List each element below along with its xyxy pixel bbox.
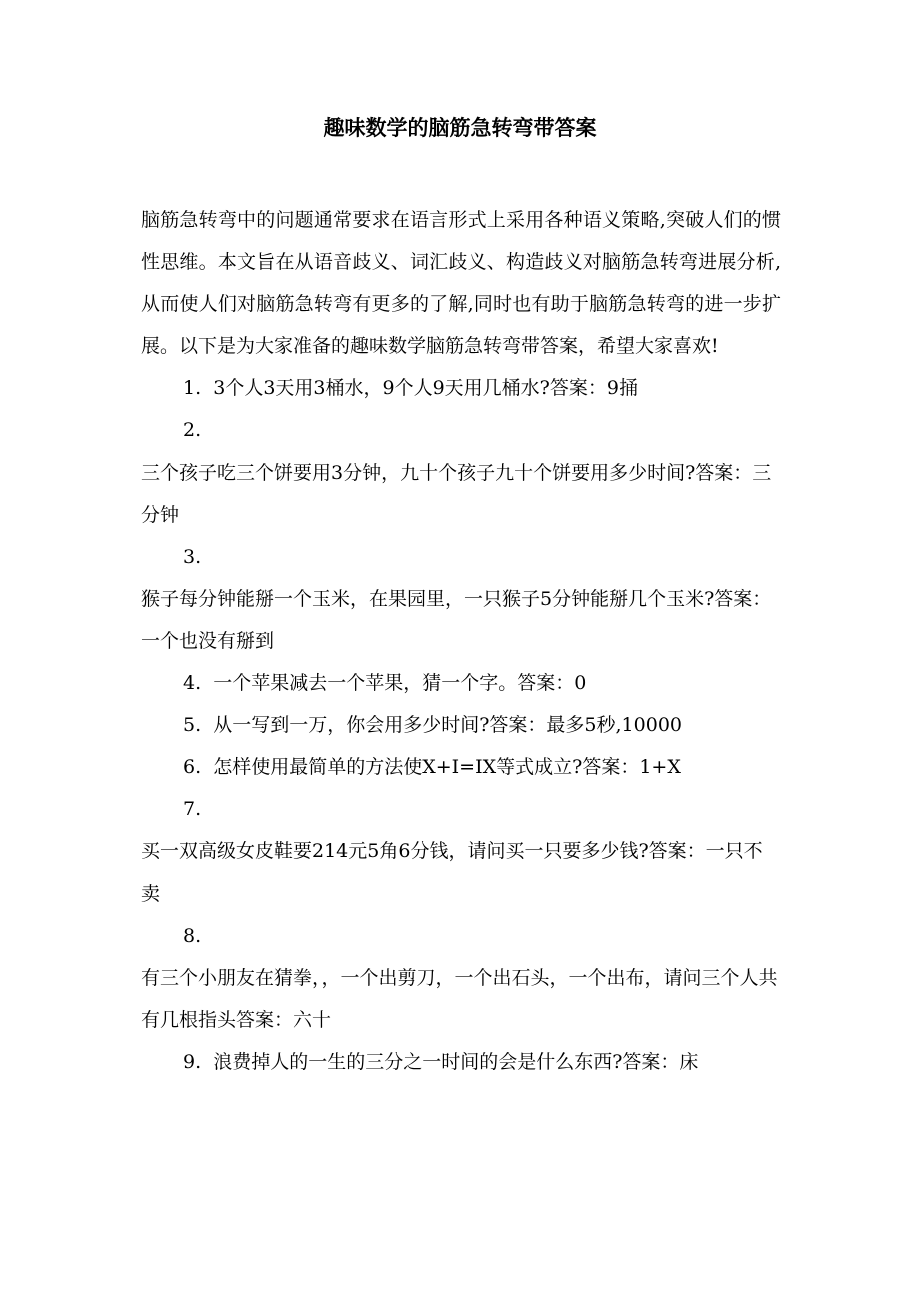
intro-paragraph: 脑筋急转弯中的问题通常要求在语言形式上采用各种语义策略,突破人们的惯性思维。本文旨在从语音歧义、词汇歧义、构造歧义对脑筋急转弯进展分析,从而使人们对脑筋急转弯有更多的了解,同时也有助于脑筋急转弯的进一步扩展。以下是为大家准备的趣味数学脑筋急转弯带答案，希望大家喜欢!: [141, 209, 781, 358]
item-number: 8.: [183, 924, 202, 947]
list-item: [141, 367, 781, 409]
list-item: [141, 915, 781, 1041]
item-number: 9.: [183, 1050, 202, 1073]
item-text: 一个苹果减去一个苹果，猜一个字。答案：0: [213, 672, 587, 695]
item-number: 4.: [183, 672, 202, 695]
document-title: 趣味数学的脑筋急转弯带答案: [323, 116, 597, 140]
list-item: [141, 746, 781, 788]
item-text: 三个孩子吃三个饼要用3分钟，九十个孩子九十个饼要用多少时间?答案：三分钟: [141, 461, 772, 526]
list-item: [141, 662, 781, 704]
item-number: 3.: [183, 545, 202, 568]
item-text: 猴子每分钟能掰一个玉米，在果园里，一只猴子5分钟能掰几个玉米?答案：一个也没有掰到: [141, 587, 772, 652]
list-item: [141, 1041, 781, 1083]
item-number: 1.: [183, 377, 202, 400]
item-number: 7.: [183, 798, 202, 821]
item-text: 3个人3天用3桶水，9个人9天用几桶水?答案：9捅: [213, 377, 638, 400]
item-number: 5.: [183, 714, 202, 737]
item-text: 浪费掉人的一生的三分之一时间的会是什么东西?答案：床: [213, 1050, 699, 1073]
list-item: [141, 409, 781, 535]
item-text: 怎样使用最简单的方法使X+I=IX等式成立?答案：1+X: [213, 756, 681, 779]
item-text: 有三个小朋友在猜拳，，一个出剪刀，一个出石头，一个出布，请问三个人共有几根指头答案：六十: [141, 966, 778, 1031]
list-item: [141, 788, 781, 914]
item-text: 买一双高级女皮鞋要214元5角6分钱，请问买一只要多少钱?答案：一只不卖: [141, 840, 763, 905]
item-text: 从一写到一万，你会用多少时间?答案：最多5秒,10000: [213, 714, 682, 737]
list-item: [141, 536, 781, 662]
item-number: 2.: [183, 419, 202, 442]
item-number: 6.: [183, 756, 202, 779]
document-body: [141, 199, 781, 1083]
list-item: [141, 704, 781, 746]
